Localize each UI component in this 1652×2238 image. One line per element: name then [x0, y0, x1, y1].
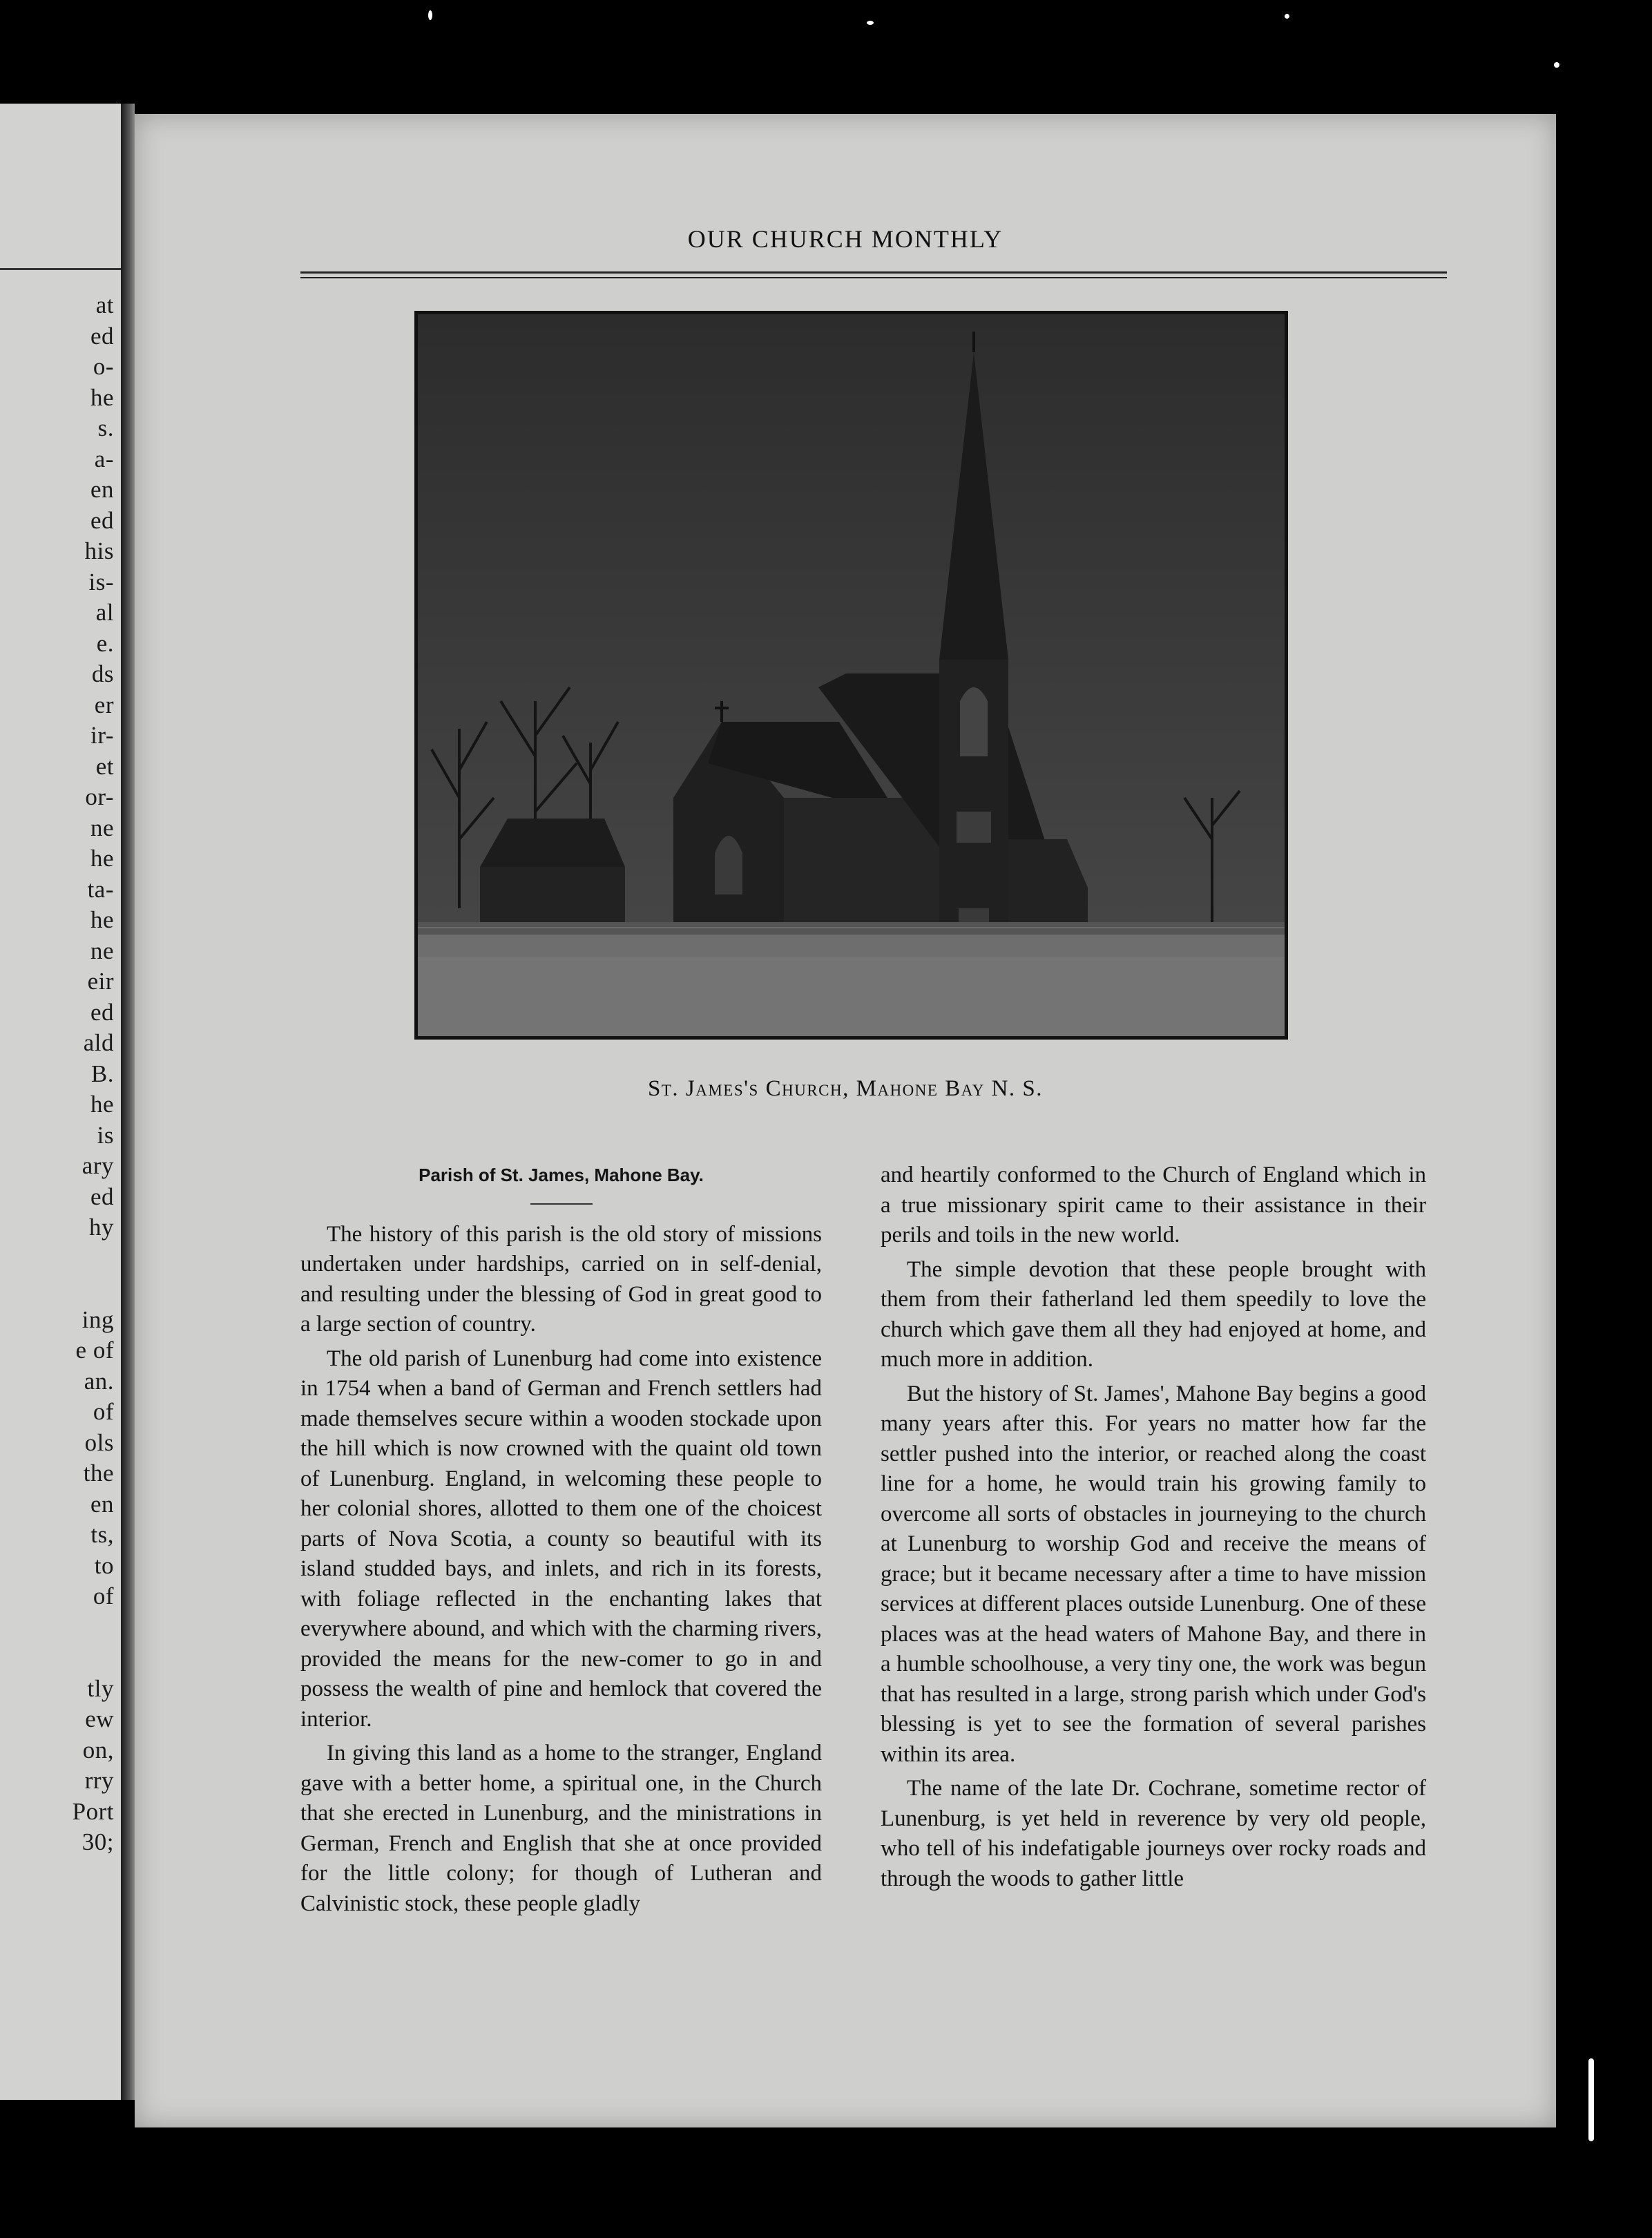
paragraph: But the history of St. James', Mahone Bay begins a good many years after this. For years no matter how far the settler pushed into the interior, or reached along the coast line for a home, he would train his growing family to overcome all sorts of obstacles in journeying to the church at Lunenburg to worship God and receive the means of grace; but it became necessary after a time to have mission services at different places outside Lunenburg. One of these places was at the head waters of Mahone Bay, and there in a humble schoolhouse, a very tiny one, the work was begun that has resulted in a large, strong parish which under God's blessing is yet to see the formation of several parishes within its area.	[881, 1381, 1426, 1767]
paragraph: The simple devotion that these people brought with them from their fatherland led them speedily to love the church which gave them all they had enjoyed at home, and much more in addition.	[881, 1256, 1426, 1372]
adjacent-page-edge	[0, 104, 121, 2100]
adjacent-page-rule	[0, 268, 121, 270]
paragraph: In giving this land as a home to the stranger, England gave with a better home, a spiritual one, in the Church that she erected in Lunenburg, and the ministrations in German, French and English that she at once provided for the little colony; for though of Lutheran and Calvinistic stock, these people gladly	[300, 1741, 822, 1916]
article-column-left	[300, 1160, 822, 1923]
article-title: Parish of St. James, Mahone Bay.	[419, 1165, 704, 1185]
header-rule-bottom	[300, 277, 1447, 278]
paragraph: The history of this parish is the old story of missions undertaken under hardships, carried on in self-denial, and resulting under the blessing of God in great good to a large section of country.	[300, 1221, 822, 1337]
page-gutter	[121, 104, 135, 2100]
paragraph-continuation: and heartily conformed to the Church of England which in a true missionary spirit came to their assistance in their perils and toils in the new world.	[881, 1163, 1426, 1247]
church-photograph	[414, 311, 1288, 1040]
header-rule-top	[300, 271, 1447, 274]
paragraph: The old parish of Lunenburg had come into existence in 1754 when a band of German and French settlers had made themselves secure within a wooden stockade upon the hill which is now crowned with the quaint old town of Lunenburg. England, in welcoming these people to her colonial shores, allotted to them one of the choicest parts of Nova Scotia, a county so beautiful with its island studded bays, and inlets, and rich in its forests, with foliage reflected in the enchanting lakes that everywhere abound, and which with the charming rivers, provided the means for the new-comer to go in and possess the wealth of pine and hemlock that covered the interior.	[300, 1346, 822, 1732]
church-illustration	[418, 314, 1285, 1036]
adjacent-page-text-fragments: at ed o- he s. a- en ed his is- al e. ds er ir- et or- ne he ta- he ne eir ed ald B. he is ary ed hy ing e of an. of ols the en ts, to of tly ew on, rry Port 30;	[72, 291, 114, 1855]
magazine-page	[135, 114, 1556, 2127]
running-title: OUR CHURCH MONTHLY	[687, 225, 1003, 253]
title-rule	[530, 1203, 593, 1205]
photo-caption: St. James's Church, Mahone Bay N. S.	[647, 1076, 1044, 1101]
article-column-right	[881, 1160, 1426, 1898]
paragraph: The name of the late Dr. Cochrane, sometime rector of Lunenburg, is yet held in reverence by very old people, who tell of his indefatigable journeys over rocky roads and through the woods to gather little	[881, 1776, 1426, 1891]
